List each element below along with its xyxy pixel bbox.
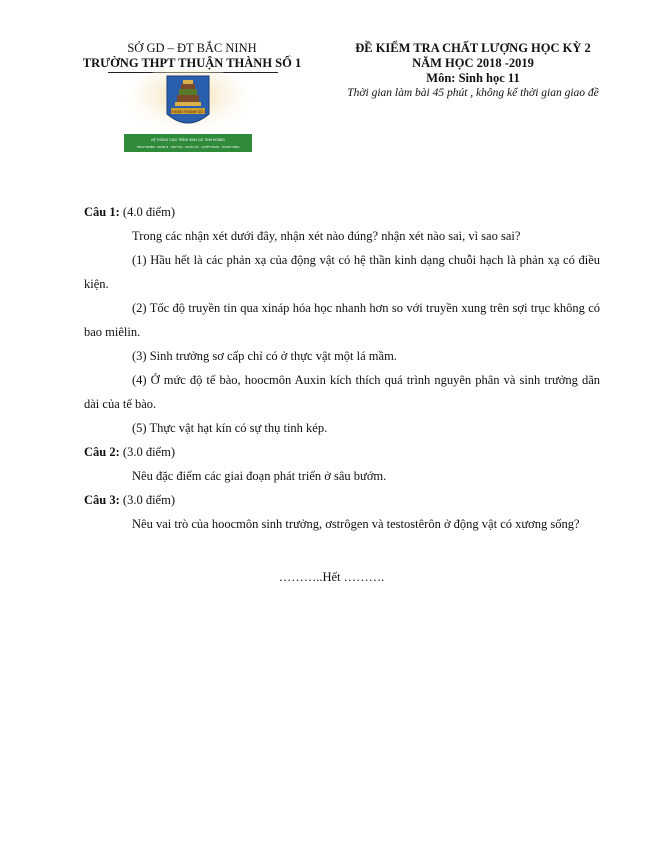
logo-banner-text: THUẬN THÀNH SỐ 1 — [169, 110, 207, 114]
department-name: SỞ GD – ĐT BẮC NINH — [127, 41, 257, 55]
exam-title: ĐỀ KIỂM TRA CHẤT LƯỢNG HỌC KỲ 2 — [355, 41, 591, 55]
question-3-prompt: Nêu vai trò của hoocmôn sinh trưởng, ơstrôgen và testostêrôn ở động vật có xương sống? — [132, 517, 580, 531]
question-points: (4.0 điểm) — [122, 205, 175, 219]
school-header — [62, 41, 322, 71]
time-note: Thời gian làm bài 45 phút , không kể thời gian giao đề — [347, 87, 599, 99]
statement-4: (4) Ở mức độ tế bào, hoocmôn Auxin kích thích quá trình nguyên phân và sinh trưởng dãn dài của tế bào. — [84, 373, 600, 411]
question-label: Câu 2: — [84, 445, 120, 459]
logo-ribbon-text: HỆ THỐNG GIÁO TRÌNH SINH CẢI TINH HOÀNG — [151, 138, 225, 142]
question-3-heading — [84, 488, 600, 512]
question-1-prompt: Trong các nhận xét dưới đây, nhận xét nào đúng? nhận xét nào sai, vì sao sai? — [132, 229, 521, 243]
subject: Môn: Sinh học 11 — [426, 71, 520, 85]
school-year: NĂM HỌC 2018 -2019 — [412, 56, 534, 70]
school-name: TRƯỜNG THPT THUẬN THÀNH SỐ 1 — [82, 56, 302, 70]
question-label: Câu 1: — [84, 205, 120, 219]
question-points: (3.0 điểm) — [122, 445, 175, 459]
end-mark: ………..Hết ………. — [278, 570, 385, 584]
exam-header — [318, 41, 628, 101]
question-label: Câu 3: — [84, 493, 120, 507]
question-1-heading — [84, 200, 600, 224]
statement-1: (1) Hầu hết là các phản xạ của động vật có hệ thần kinh dạng chuỗi hạch là phản xạ có điều kiện. — [84, 253, 600, 291]
school-logo — [121, 70, 255, 154]
statement-5: (5) Thực vật hạt kín có sự thụ tinh kép. — [132, 421, 328, 435]
school-logo-graphic — [121, 70, 255, 154]
question-points: (3.0 điểm) — [122, 493, 175, 507]
statement-2: (2) Tốc độ truyền tin qua xináp hóa học nhanh hơn so với truyền xung trên sợi trục không có bao miêlin. — [84, 301, 600, 339]
exam-content — [84, 200, 600, 536]
question-2-prompt: Nêu đặc điểm các giai đoạn phát triển ở sâu bướm. — [132, 469, 387, 483]
statement-3: (3) Sinh trưởng sơ cấp chỉ có ở thực vật một lá mầm. — [132, 349, 397, 363]
question-2-heading — [84, 440, 600, 464]
logo-motto-text: TRÁCH NHIỆM - NHÂN ÁI - HỢP TÁC - HOÀN LỰC - QUYẾT ĐOÁN - THÀNH CÔNG — [136, 146, 240, 149]
